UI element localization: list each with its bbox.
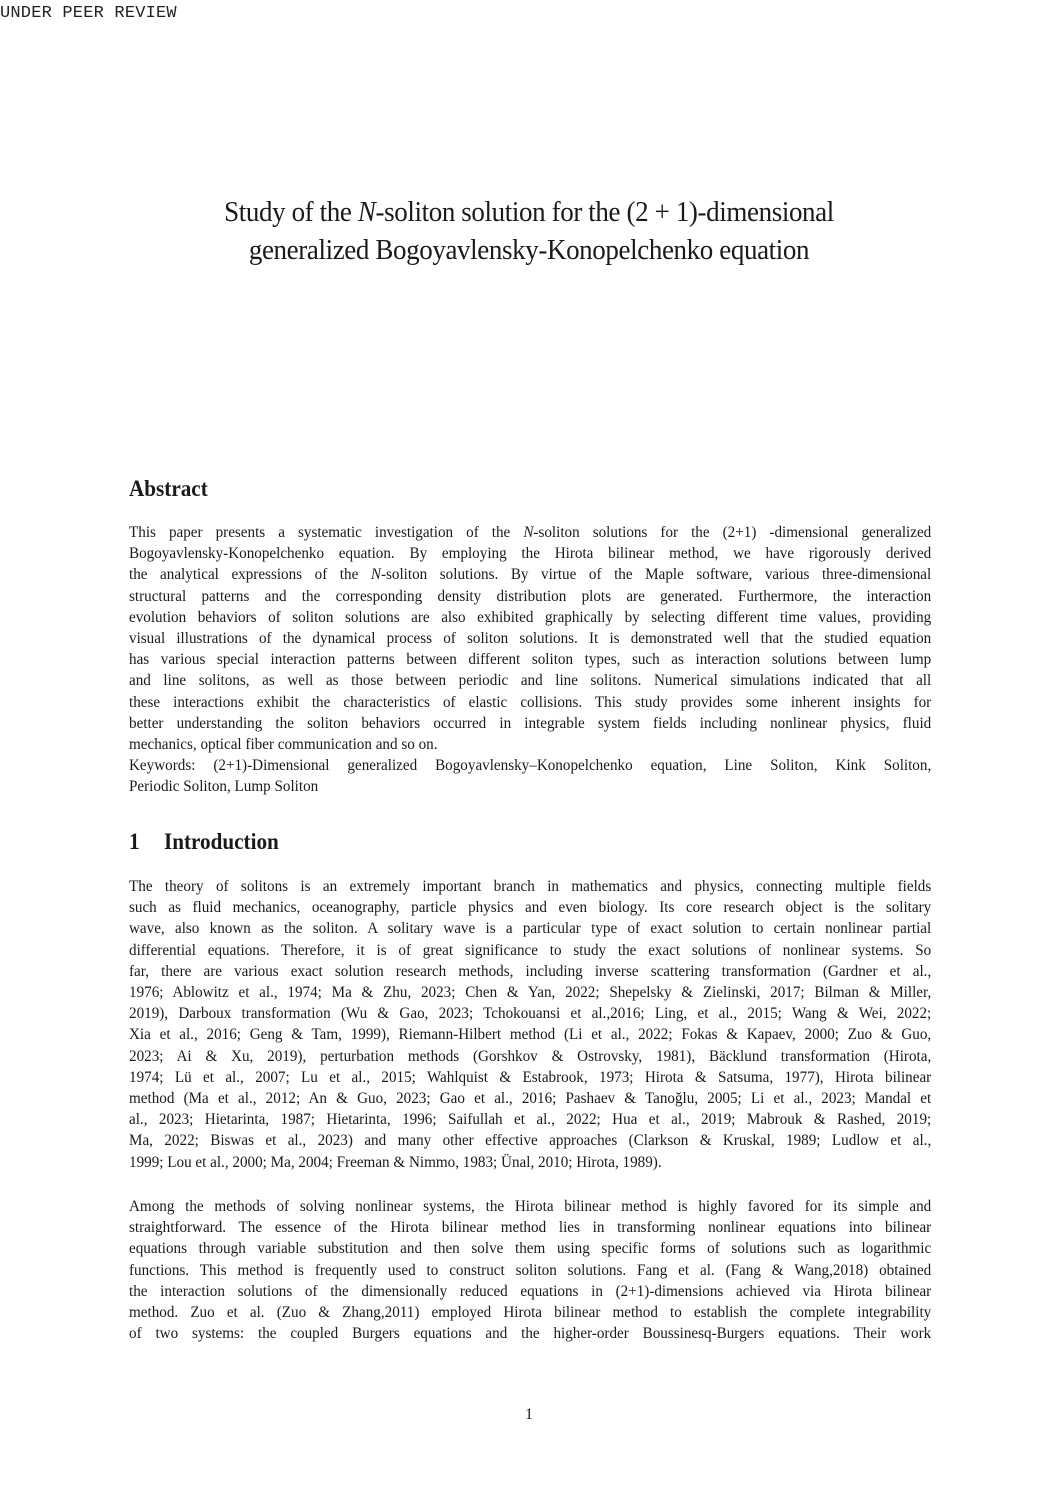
page-number: 1: [525, 1406, 533, 1423]
text-line: such as fluid mechanics, oceanography, particle physics and even biology. Its core research object is the solitary: [129, 898, 932, 917]
text-line: functions. This method is frequently used to construct soliton solutions. Fang et al. (Fang & Wang,2018) obtained: [129, 1260, 932, 1279]
text-line: 2023; Ai & Xu, 2019), perturbation methods (Gorshkov & Ostrovsky, 1981), Bäcklund transformation (Hirota,: [129, 1046, 932, 1065]
abstract-line: these interactions exhibit the characteristics of elastic collisions. This study provides some inherent insights for: [129, 692, 932, 711]
text-line: 1974; Lü et al., 2007; Lu et al., 2015; Wahlquist & Estabrook, 1973; Hirota & Satsuma, 1977), Hirota bilinear: [129, 1067, 932, 1086]
section-number: 1: [129, 829, 140, 854]
text-line: Among the methods of solving nonlinear systems, the Hirota bilinear method is highly favored for its simple and: [129, 1197, 932, 1215]
abstract-body: [129, 522, 931, 798]
text-line: 1976; Ablowitz et al., 1974; Ma & Zhu, 2023; Chen & Yan, 2022; Shepelsky & Zielinski, 2017; Bilman & Miller,: [129, 983, 932, 1002]
abstract-line: Bogoyavlensky-Konopelchenko equation. By employing the Hirota bilinear method, we have rigorously derived: [129, 544, 932, 563]
paper-title: [157, 193, 901, 269]
keywords: [129, 755, 931, 797]
abstract-line: better understanding the soliton behaviors occurred in integrable system fields including nonlinear physics, fluid: [129, 713, 932, 732]
italic-n: N: [523, 523, 534, 541]
text-line: Xia et al., 2016; Geng & Tam, 1999), Riemann-Hilbert method (Li et al., 2022; Fokas & Kapaev, 2000; Zuo & Guo,: [129, 1025, 932, 1044]
abstract-line: and line solitons, as well as those between periodic and line solitons. Numerical simulations indicated that all: [129, 671, 932, 690]
text-line: straightforward. The essence of the Hirota bilinear method lies in transforming nonlinear equations into bilinear: [129, 1218, 932, 1237]
introduction-paragraph-1: [129, 876, 931, 1173]
title-text: Study of the: [224, 196, 358, 228]
abstract-heading: Abstract: [129, 476, 208, 501]
section-title: Introduction: [163, 829, 279, 854]
abstract-line: This paper presents a systematic investigation of the N-soliton solutions for the (2+1) -dimensional generalized: [129, 523, 932, 541]
abstract-line: the analytical expressions of the N-soliton solutions. By virtue of the Maple software, various three-dimensional: [129, 565, 932, 584]
text-line: method (Ma et al., 2012; An & Guo, 2023; Gao et al., 2016; Pashaev & Tanoğlu, 2005; Li et al., 2023; Mandal et: [129, 1089, 932, 1108]
text-line: far, there are various exact solution research methods, including inverse scattering transformation (Gardner et al.,: [129, 961, 932, 980]
text-line: Ma, 2022; Biswas et al., 2023) and many other effective approaches (Clarkson & Kruskal, 1989; Ludlow et al.,: [129, 1131, 932, 1150]
text-line: method. Zuo et al. (Zuo & Zhang,2011) employed Hirota bilinear method to establish the complete integrability: [129, 1303, 932, 1322]
text-line: the interaction solutions of the dimensionally reduced equations in (2+1)-dimensions achieved via Hirota bilinear: [129, 1281, 932, 1300]
abstract-line: visual illustrations of the dynamical process of soliton solutions. It is demonstrated well that the studied equation: [129, 629, 932, 648]
title-text: -soliton solution for the (2 + 1)-dimensional: [375, 196, 834, 228]
introduction-heading: [129, 829, 279, 855]
text-line: of two systems: the coupled Burgers equations and the higher-order Boussinesq-Burgers equations. Their work: [129, 1324, 932, 1343]
text-line: al., 2023; Hietarinta, 1987; Hietarinta, 1996; Saifullah et al., 2022; Hua et al., 2019; Mabrouk & Rashed, 2019;: [129, 1110, 932, 1129]
abstract-line: evolution behaviors of soliton solutions are also exhibited graphically by selecting different time values, providing: [129, 607, 932, 626]
abstract-line: structural patterns and the corresponding density distribution plots are generated. Furthermore, the interaction: [129, 586, 932, 605]
introduction-paragraph-2: [129, 1196, 931, 1344]
text-line: differential equations. Therefore, it is of great significance to study the exact solutions of nonlinear systems. So: [129, 940, 932, 959]
text-line: 2019), Darboux transformation (Wu & Gao, 2023; Tchokouansi et al.,2016; Ling, et al., 2015; Wang & Wei, 2022;: [129, 1004, 932, 1023]
keywords-line: Keywords: (2+1)-Dimensional generalized Bogoyavlensky–Konopelchenko equation, Line Soliton, Kink Soliton,: [129, 756, 932, 775]
abstract-line: has various special interaction patterns between different soliton types, such as interaction solutions between lump: [129, 650, 932, 669]
abstract-text: [129, 522, 931, 755]
text-line: The theory of solitons is an extremely important branch in mathematics and physics, connecting multiple fields: [129, 877, 932, 895]
title-italic-n: N: [357, 196, 376, 228]
keywords-line: Periodic Soliton, Lump Soliton: [129, 777, 319, 796]
text-line: equations through variable substitution and then solve them using specific forms of solutions such as logarithmic: [129, 1239, 932, 1258]
italic-n: N: [370, 565, 381, 584]
title-line-2: generalized Bogoyavlensky-Konopelchenko equation: [248, 234, 810, 266]
abstract-line: mechanics, optical fiber communication and so on.: [129, 735, 438, 754]
title-line-1: [157, 193, 901, 231]
text-line: wave, also known as the soliton. A solitary wave is a particular type of exact solution to certain nonlinear partial: [129, 919, 932, 938]
review-watermark: UNDER PEER REVIEW: [0, 4, 177, 23]
text-line: 1999; Lou et al., 2000; Ma, 2004; Freeman & Nimmo, 1983; Ünal, 2010; Hirota, 1989).: [129, 1152, 662, 1171]
